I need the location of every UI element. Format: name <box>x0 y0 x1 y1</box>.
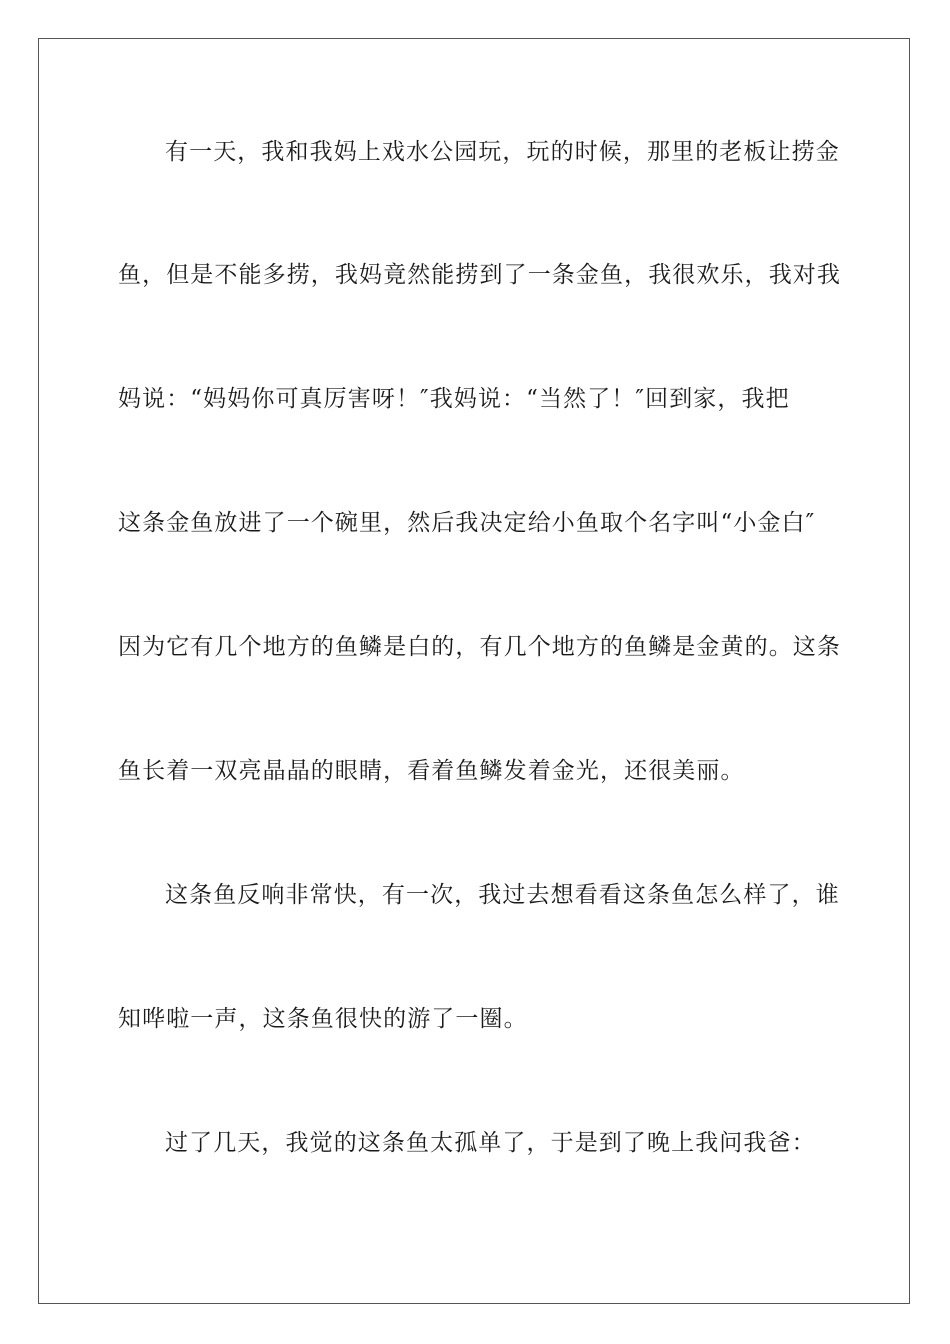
paragraph-2-line-2: 知哗啦一声，这条鱼很快的游了一圈。 <box>118 1006 528 1032</box>
paragraph-1-line-3: 妈说：“妈妈你可真厉害呀！″我妈说：“当然了！″回到家，我把 <box>118 386 790 412</box>
paragraph-1-line-6: 鱼长着一双亮晶晶的眼睛，看着鱼鳞发着金光，还很美丽。 <box>118 758 745 784</box>
paragraph-1-line-5: 因为它有几个地方的鱼鳞是白的，有几个地方的鱼鳞是金黄的。这条 <box>118 634 841 660</box>
paragraph-1-line-4: 这条金鱼放进了一个碗里，然后我决定给小鱼取个名字叫“小金白″ <box>118 510 816 536</box>
page-frame <box>38 38 910 1304</box>
paragraph-1-line-1: 有一天，我和我妈上戏水公园玩，玩的时候，那里的老板让捞金 <box>165 139 840 165</box>
paragraph-3-line-1: 过了几天，我觉的这条鱼太孤单了，于是到了晚上我问我爸： <box>165 1130 816 1156</box>
paragraph-1-line-2: 鱼，但是不能多捞，我妈竟然能捞到了一条金鱼，我很欢乐，我对我 <box>118 262 841 288</box>
paragraph-2-line-1: 这条鱼反响非常快，有一次，我过去想看看这条鱼怎么样了，谁 <box>165 882 840 908</box>
